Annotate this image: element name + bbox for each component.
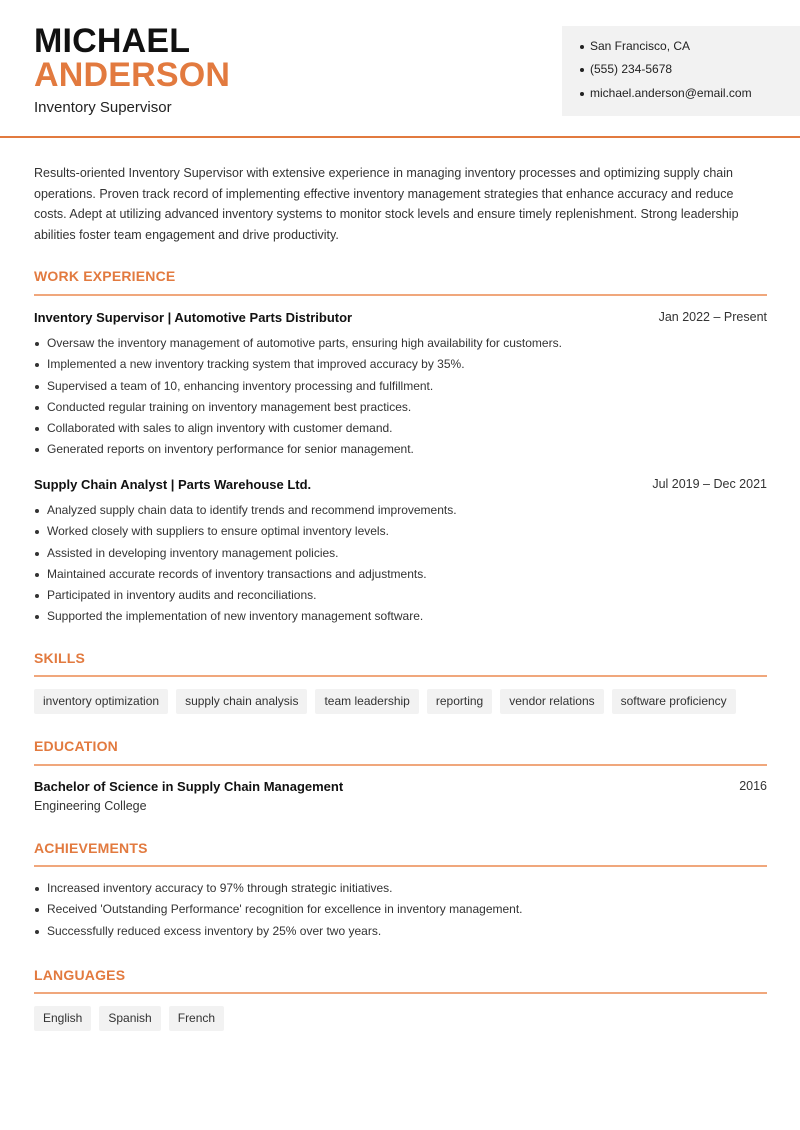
list-item: Participated in inventory audits and reconciliations. (34, 585, 766, 606)
skill-tag: reporting (427, 689, 492, 714)
language-tag: English (34, 1006, 91, 1031)
last-name: ANDERSON (34, 56, 231, 94)
skill-tag: team leadership (315, 689, 418, 714)
skills-tags (34, 689, 736, 714)
section-title-work: WORK EXPERIENCE (34, 268, 176, 284)
section-title-education: EDUCATION (34, 738, 118, 754)
section-title-achievements: ACHIEVEMENTS (34, 840, 148, 856)
skill-tag: inventory optimization (34, 689, 168, 714)
language-tag: French (169, 1006, 224, 1031)
list-item: Implemented a new inventory tracking system that improved accuracy by 35%. (34, 354, 766, 375)
job-bullets (34, 500, 766, 628)
section-divider (34, 865, 767, 867)
list-item: Assisted in developing inventory management policies. (34, 543, 766, 564)
education-school: Engineering College (34, 799, 147, 813)
section-divider (34, 294, 767, 296)
professional-summary: Results-oriented Inventory Supervisor with extensive experience in managing inventory processes and optimizing supply chain operations. Proven track record of implementing effective inventory management strategies that enhance accuracy and reduce costs. Adept at utilizing advanced inventory systems to monitor stock levels and ensure timely replenishment. Strong leadership abilities foster team engagement and drive productivity. (34, 166, 739, 242)
list-item: Conducted regular training on inventory management best practices. (34, 397, 766, 418)
job-dates: Jan 2022 – Present (658, 310, 767, 324)
section-divider (34, 992, 767, 994)
job-title: Supply Chain Analyst | Parts Warehouse Ltd. (34, 477, 312, 492)
contact-box (562, 26, 800, 116)
list-item: Generated reports on inventory performance for senior management. (34, 439, 766, 460)
achievements-list (34, 878, 766, 942)
job-dates: Jul 2019 – Dec 2021 (652, 477, 767, 491)
skill-tag: vendor relations (500, 689, 603, 714)
list-item: Oversaw the inventory management of automotive parts, ensuring high availability for customers. (34, 333, 766, 354)
list-item: Increased inventory accuracy to 97% through strategic initiatives. (34, 878, 766, 899)
list-item: Worked closely with suppliers to ensure optimal inventory levels. (34, 521, 766, 542)
language-tags (34, 1006, 224, 1031)
job-bullets (34, 333, 766, 461)
skill-tag: supply chain analysis (176, 689, 307, 714)
section-title-languages: LANGUAGES (34, 967, 126, 983)
list-item: Successfully reduced excess inventory by 25% over two years. (34, 921, 766, 942)
contact-phone: (555) 234-5678 (580, 58, 800, 81)
list-item: Received 'Outstanding Performance' recognition for excellence in inventory management. (34, 899, 766, 920)
job-role: Inventory Supervisor (34, 99, 172, 116)
contact-email: michael.anderson@email.com (580, 82, 800, 105)
first-name: MICHAEL (34, 22, 191, 60)
contact-list (580, 35, 800, 105)
list-item: Supported the implementation of new inventory management software. (34, 606, 766, 627)
contact-location: San Francisco, CA (580, 35, 800, 58)
job-title: Inventory Supervisor | Automotive Parts Distributor (34, 310, 353, 325)
section-divider (34, 675, 767, 677)
language-tag: Spanish (99, 1006, 160, 1031)
list-item: Maintained accurate records of inventory transactions and adjustments. (34, 564, 766, 585)
section-divider (34, 764, 767, 766)
resume-header (0, 0, 800, 138)
skill-tag: software proficiency (612, 689, 736, 714)
list-item: Analyzed supply chain data to identify trends and recommend improvements. (34, 500, 766, 521)
education-degree: Bachelor of Science in Supply Chain Management (34, 779, 344, 794)
list-item: Collaborated with sales to align inventory with customer demand. (34, 418, 766, 439)
section-title-skills: SKILLS (34, 650, 85, 666)
education-year: 2016 (739, 779, 767, 793)
list-item: Supervised a team of 10, enhancing inventory processing and fulfillment. (34, 376, 766, 397)
